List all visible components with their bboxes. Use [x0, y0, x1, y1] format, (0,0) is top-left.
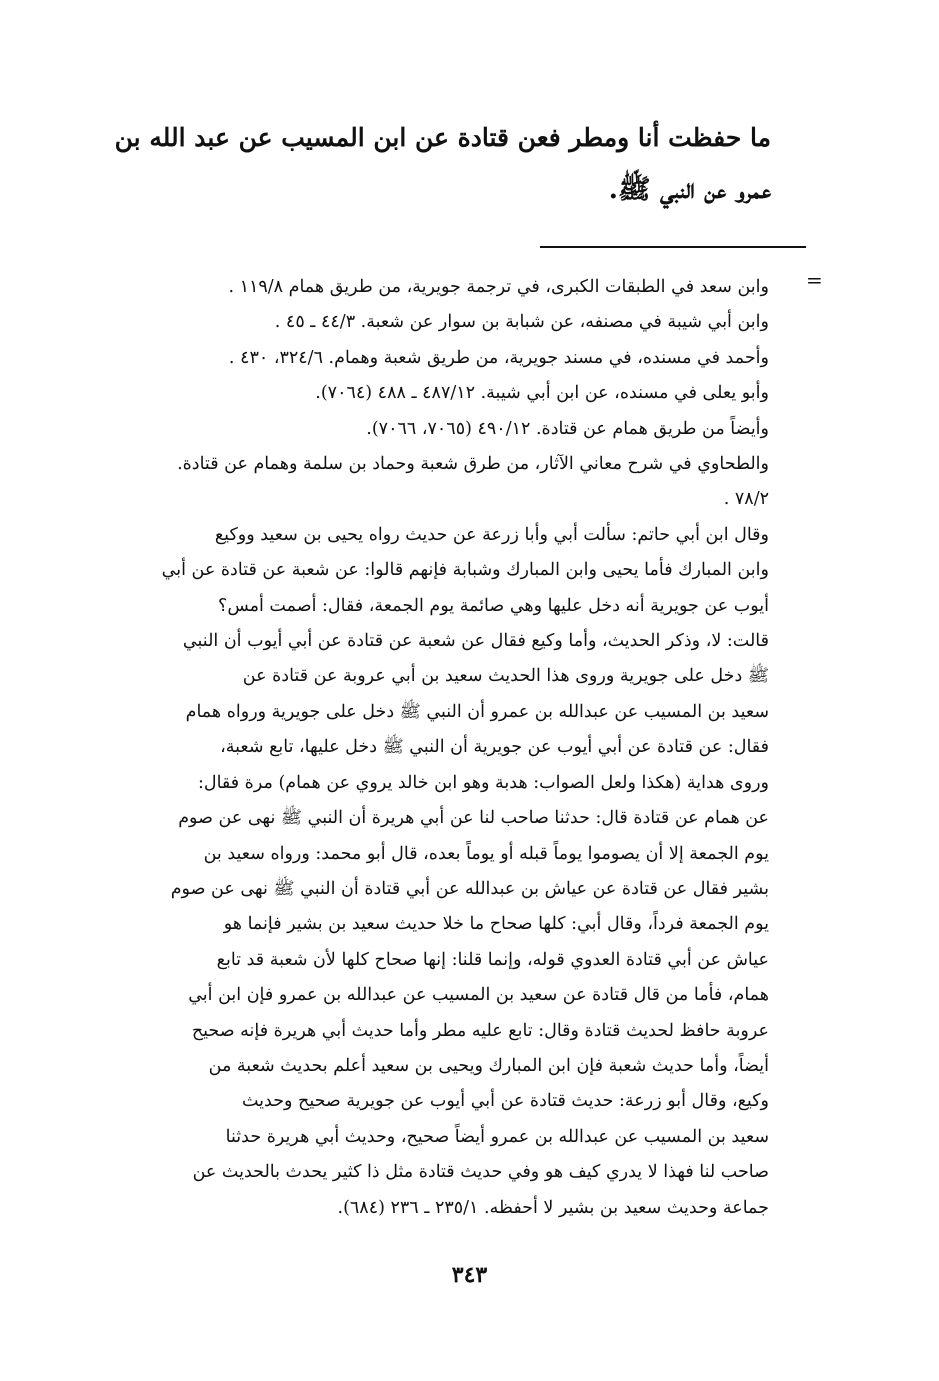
footnote-line: والطحاوي في شرح معاني الآثار، من طرق شعبة وحماد بن سلمة وهمام عن قتادة. [177, 454, 769, 475]
main-text-line: ما حفظت أنا ومطر فعن قتادة عن ابن المسيب عن عبد الله بن [114, 123, 771, 152]
main-text-block [111, 112, 771, 216]
footnote-line: وابن المبارك فأما يحيى وابن المبارك وشبابة فإنهم قالوا: عن شعبة عن قتادة عن أبي [161, 560, 769, 581]
footnote-line: وأيضاً من طريق همام عن قتادة. ٤٩٠/١٢ (٧٠٦٥، ٧٠٦٦). [366, 418, 769, 439]
footnote-line: وقال ابن أبي حاتم: سألت أبي وأبا زرعة عن حديث رواه يحيى بن سعيد ووكيع [214, 524, 769, 545]
footnote-line: همام، فأما من قال قتادة عن سعيد بن المسيب عن عبدالله بن عمرو فإن ابن أبي [188, 985, 769, 1006]
footnote-line: يوم الجمعة فرداً، وقال أبي: كلها صحاح ما خلا حديث سعيد بن بشير فإنما هو [223, 914, 769, 935]
footnote-line: يوم الجمعة إلا أن يصوموا يوماً قبله أو يوماً بعده، قال أبو محمد: ورواه سعيد بن [203, 843, 769, 864]
footnote-line: سعيد بن المسيب عن عبدالله بن عمرو أيضاً صحيح، وحديث أبي هريرة حدثنا [225, 1126, 769, 1147]
footnote-line: بشير فقال عن قتادة عن عياش بن عبدالله عن أبي قتادة أن النبي ﷺ نهى عن صوم [170, 878, 769, 899]
footnote-line: أيوب عن جويرية أنه دخل عليها وهي صائمة يوم الجمعة، فقال: أصمت أمس؟ [218, 595, 769, 616]
main-text-line: عمرو عن النبي ﷺ. [608, 174, 771, 205]
page-number: ٣٤٣ [451, 1262, 488, 1288]
footnote-separator [540, 246, 806, 248]
footnote-line: جماعة وحديث سعيد بن بشير لا أحفظه. ٢٣٥/١ ـ ٢٣٦ (٦٨٤). [337, 1197, 769, 1218]
footnote-line: وروى هداية (هكذا ولعل الصواب: هدبة وهو ابن خالد يروي عن همام) مرة فقال: [197, 772, 769, 793]
footnote-line: وابن أبي شيبة في مصنفه، عن شبابة بن سوار عن شعبة. ٤٤/٣ ـ ٤٥ . [274, 312, 769, 333]
footnote-line: عياش عن أبي قتادة العدوي قوله، وإنما قلنا: إنها صحاح كلها لأن شعبة قد تابع [216, 949, 769, 970]
footnote-line: عن همام عن قتادة قال: حدثنا صاحب لنا عن أبي هريرة أن النبي ﷺ نهى عن صوم [178, 808, 769, 829]
footnote-line: سعيد بن المسيب عن عبدالله بن عمرو أن النبي ﷺ دخل على جويرية ورواه همام [185, 701, 769, 722]
footnote-line: فقال: عن قتادة عن أبي أيوب عن جويرية أن النبي ﷺ دخل عليها، تابع شعبة، [220, 737, 769, 758]
footnote-line: ٧٨/٢ . [723, 489, 769, 510]
footnote-line: وأبو يعلى في مسنده، عن ابن أبي شيبة. ٤٨٧/١٢ ـ ٤٨٨ (٧٠٦٤). [315, 383, 769, 404]
footnote-line: صاحب لنا فهذا لا يدري كيف هو وفي حديث قتادة مثل ذا كثير يحدث بالحديث عن [192, 1162, 769, 1183]
footnote-line: وكيع، وقال أبو زرعة: حديث قتادة عن أبي أيوب عن جويرية صحيح وحديث [241, 1091, 769, 1112]
footnote-line: أيضاً، وأما حديث شعبة فإن ابن المبارك ويحيى بن سعيد أعلم بحديث شعبة من [208, 1055, 769, 1076]
footnote-line: ﷺ دخل على جويرية وروى هذا الحديث سعيد بن أبي عروبة عن قتادة عن [242, 666, 769, 687]
footnote-line: عروبة حافظ لحديث قتادة وقال: تابع عليه مطر وأما حديث أبي هريرة فإنه صحيح [191, 1020, 769, 1041]
footnote-line: قالت: لا، وذكر الحديث، وأما وكيع فقال عن شعبة عن قتادة عن أبي أيوب أن النبي [182, 631, 769, 652]
footnote-line: وابن سعد في الطبقات الكبرى، في ترجمة جويرية، من طريق همام ١١٩/٨ . [228, 277, 769, 297]
footnotes-block [69, 270, 769, 1226]
footnote-continuation-marker: = [806, 268, 823, 292]
footnote-line: وأحمد في مسنده، في مسند جويرية، من طريق شعبة وهمام. ٣٢٤/٦، ٤٣٠ . [228, 347, 769, 368]
